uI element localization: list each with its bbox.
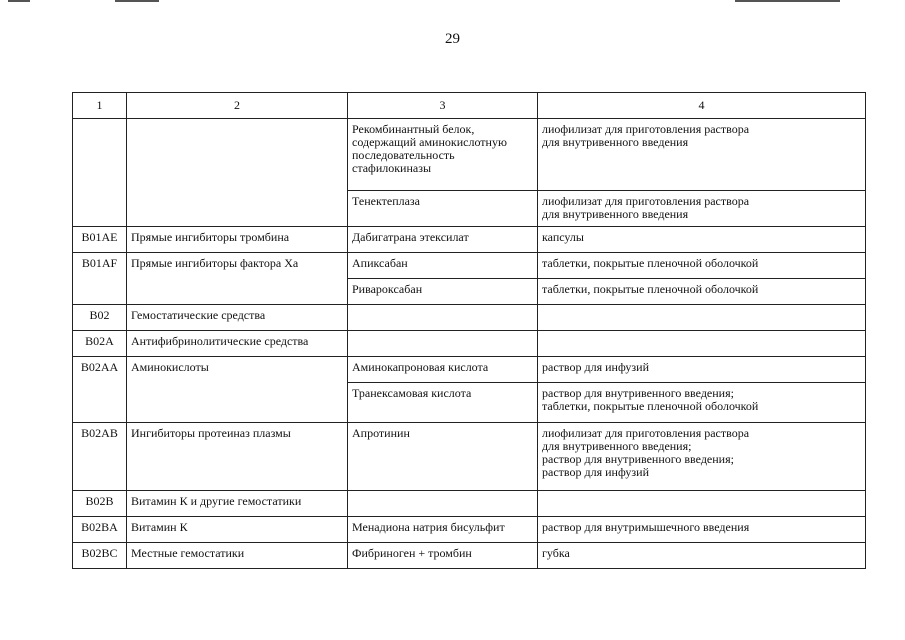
atc-code-cell: B02AB [73, 423, 127, 491]
drug-name-cell: Ривароксабан [348, 279, 538, 305]
atc-code-cell: B02 [73, 305, 127, 331]
table-row [73, 383, 866, 423]
scan-edge-line-right [735, 0, 840, 2]
table-row [73, 357, 866, 383]
header-col-4: 4 [538, 93, 866, 119]
group-name-cell [127, 119, 348, 191]
table-row [73, 191, 866, 227]
atc-code-cell: B01AF [73, 253, 127, 279]
dosage-form-cell [538, 331, 866, 357]
drug-name-cell: Рекомбинантный белок, содержащий аминокислотную последовательность стафилокиназы [348, 119, 538, 191]
group-name-cell: Прямые ингибиторы тромбина [127, 227, 348, 253]
table-row [73, 543, 866, 569]
table-row [73, 253, 866, 279]
atc-code-cell [73, 119, 127, 191]
table-row [73, 491, 866, 517]
dosage-form-cell [538, 491, 866, 517]
dosage-form-line: раствор для внутривенного введения; [542, 452, 734, 466]
dosage-form-cell [538, 383, 866, 423]
header-col-3: 3 [348, 93, 538, 119]
drug-name-cell: Апиксабан [348, 253, 538, 279]
drug-name-cell: Фибриноген + тромбин [348, 543, 538, 569]
drug-name-cell [348, 331, 538, 357]
dosage-form-line: для внутривенного введения [542, 135, 689, 149]
table-row [73, 517, 866, 543]
dosage-form-cell [538, 357, 866, 383]
dosage-form-line: таблетки, покрытые пленочной оболочкой [542, 282, 759, 296]
table-row [73, 305, 866, 331]
atc-code-cell: B02B [73, 491, 127, 517]
page-number: 29 [445, 31, 460, 47]
table-row [73, 279, 866, 305]
dosage-form-cell [538, 227, 866, 253]
dosage-form-cell [538, 423, 866, 491]
atc-code-cell: B02AA [73, 357, 127, 383]
dosage-form-cell [538, 253, 866, 279]
group-name-cell: Местные гемостатики [127, 543, 348, 569]
drug-name-cell: Дабигатрана этексилат [348, 227, 538, 253]
drug-name-cell: Апротинин [348, 423, 538, 491]
dosage-form-line: раствор для внутривенного введения; [542, 386, 734, 400]
group-name-cell [127, 191, 348, 227]
scan-edge-line-center [115, 0, 159, 2]
dosage-form-cell [538, 543, 866, 569]
group-name-cell [127, 383, 348, 423]
header-col-2: 2 [127, 93, 348, 119]
atc-code-cell [73, 191, 127, 227]
group-name-cell: Антифибринолитические средства [127, 331, 348, 357]
group-name-cell: Витамин К и другие гемостатики [127, 491, 348, 517]
scan-edge-line-left [8, 0, 30, 2]
atc-code-cell: B02BC [73, 543, 127, 569]
drug-name-cell [348, 491, 538, 517]
table-header-row [73, 93, 866, 119]
dosage-form-line: капсулы [542, 230, 584, 244]
dosage-form-cell [538, 517, 866, 543]
dosage-form-cell [538, 191, 866, 227]
dosage-form-line: лиофилизат для приготовления раствора [542, 194, 750, 208]
dosage-form-line: раствор для внутримышечного введения [542, 520, 750, 534]
table-row [73, 119, 866, 191]
atc-code-cell [73, 383, 127, 423]
table-row [73, 331, 866, 357]
group-name-cell [127, 279, 348, 305]
group-name-cell: Витамин К [127, 517, 348, 543]
group-name-cell: Гемостатические средства [127, 305, 348, 331]
group-name-cell: Ингибиторы протеиназ плазмы [127, 423, 348, 491]
atc-code-cell: B02BA [73, 517, 127, 543]
table-row [73, 423, 866, 491]
drug-name-cell: Транексамовая кислота [348, 383, 538, 423]
drug-name-cell: Аминокапроновая кислота [348, 357, 538, 383]
dosage-form-line: губка [542, 546, 570, 560]
drug-name-cell: Тенектеплаза [348, 191, 538, 227]
header-col-1: 1 [73, 93, 127, 119]
dosage-form-cell [538, 305, 866, 331]
drug-name-cell: Менадиона натрия бисульфит [348, 517, 538, 543]
dosage-form-line: таблетки, покрытые пленочной оболочкой [542, 256, 759, 270]
dosage-form-line: для внутривенного введения; [542, 439, 692, 453]
group-name-cell: Прямые ингибиторы фактора Ха [127, 253, 348, 279]
atc-code-cell [73, 279, 127, 305]
dosage-form-cell [538, 279, 866, 305]
dosage-form-line: раствор для инфузий [542, 465, 649, 479]
dosage-form-line: раствор для инфузий [542, 360, 649, 374]
table-row [73, 227, 866, 253]
drug-table [72, 92, 866, 569]
dosage-form-cell [538, 119, 866, 191]
dosage-form-line: лиофилизат для приготовления раствора [542, 426, 750, 440]
group-name-cell: Аминокислоты [127, 357, 348, 383]
dosage-form-line: таблетки, покрытые пленочной оболочкой [542, 399, 759, 413]
drug-name-cell [348, 305, 538, 331]
dosage-form-line: для внутривенного введения [542, 207, 689, 221]
atc-code-cell: B01AE [73, 227, 127, 253]
dosage-form-line: лиофилизат для приготовления раствора [542, 122, 750, 136]
atc-code-cell: B02A [73, 331, 127, 357]
